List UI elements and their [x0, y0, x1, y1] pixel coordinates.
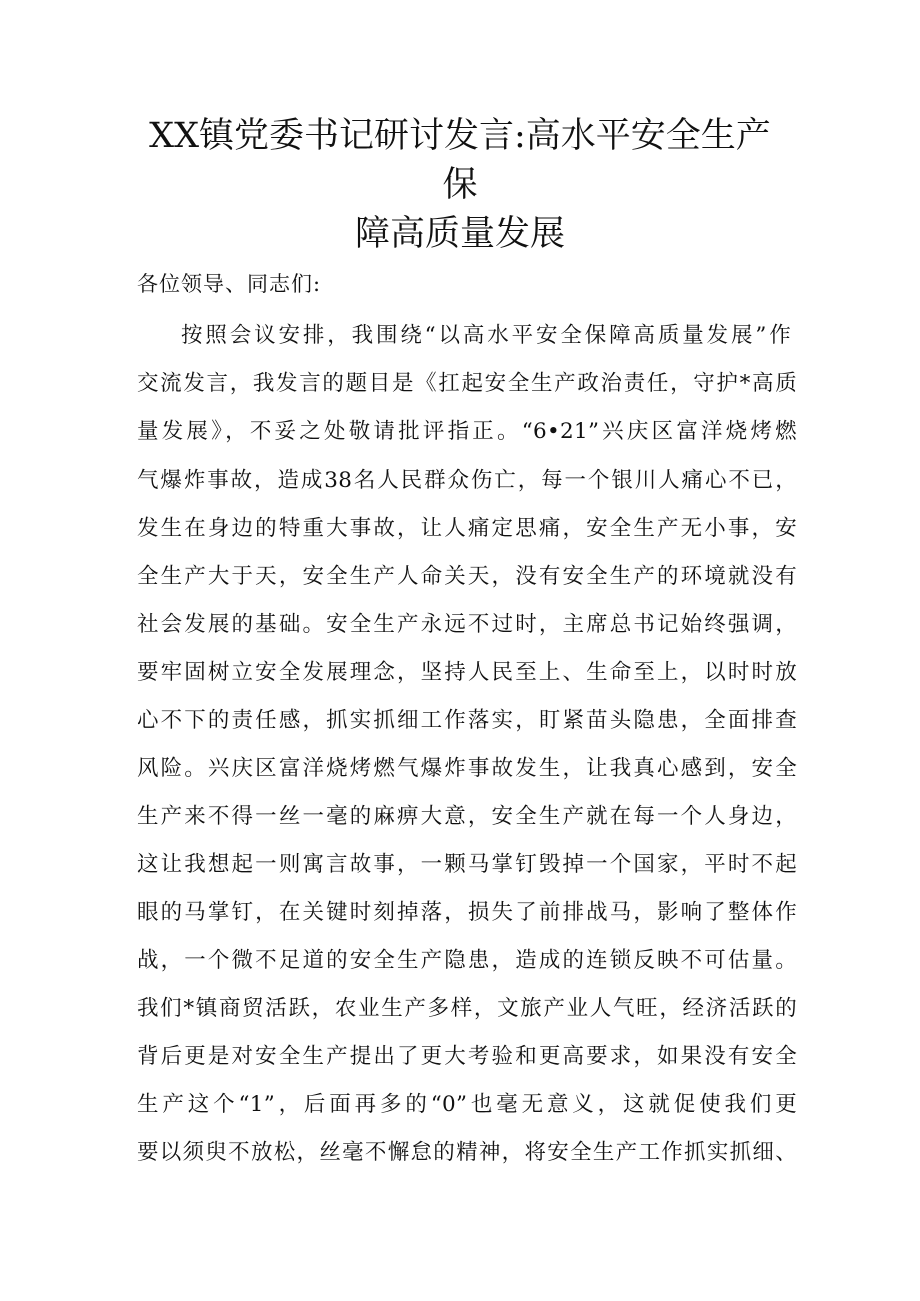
body-line: 要牢固树立安全发展理念，坚持人民至上、生命至上，以时时放 [137, 660, 797, 685]
body-line: 发生在身边的特重大事故，让人痛定思痛，安全生产无小事，安 [137, 516, 797, 541]
body-line: 战，一个微不足道的安全生产隐患，造成的连锁反映不可估量。 [137, 948, 797, 973]
body-line: 心不下的责任感，抓实抓细工作落实，盯紧苗头隐患，全面排查 [137, 708, 797, 733]
body-line: 交流发言，我发言的题目是《扛起安全生产政治责任，守护*高质 [137, 371, 797, 396]
body-line: 背后更是对安全生产提出了更大考验和更高要求，如果没有安全 [137, 1044, 797, 1069]
document-title-line-1: XX镇党委书记研讨发言:高水平安全生产 [149, 116, 771, 156]
body-line: 社会发展的基础。安全生产永远不过时，主席总书记始终强调， [137, 612, 797, 637]
body-line: 我们*镇商贸活跃，农业生产多样，文旅产业人气旺，经济活跃的 [137, 996, 797, 1021]
body-line: 这让我想起一则寓言故事，一颗马掌钉毁掉一个国家，平时不起 [137, 852, 797, 877]
body-line: 生产来不得一丝一毫的麻痹大意，安全生产就在每一个人身边， [137, 804, 797, 829]
body-line: 生产这个“1”，后面再多的“0”也毫无意义，这就促使我们更 [137, 1092, 797, 1117]
body-line: 要以须臾不放松，丝毫不懈怠的精神，将安全生产工作抓实抓细、 [137, 1140, 797, 1165]
body-line: 全生产大于天，安全生产人命关天，没有安全生产的环境就没有 [137, 564, 797, 589]
body-line: 按照会议安排，我围绕“以高水平安全保障高质量发展”作 [181, 323, 791, 348]
body-line: 气爆炸事故，造成38名人民群众伤亡，每一个银川人痛心不已， [137, 468, 797, 493]
body-line: 风险。兴庆区富洋烧烤燃气爆炸事故发生，让我真心感到，安全 [137, 756, 797, 781]
document-title-line-3: 障高质量发展 [354, 214, 565, 254]
document-title-line-2: 保 [442, 165, 478, 205]
body-line: 眼的马掌钉，在关键时刻掉落，损失了前排战马，影响了整体作 [137, 900, 797, 925]
body-line: 量发展》，不妥之处敬请批评指正。“6•21”兴庆区富洋烧烤燃 [137, 419, 797, 444]
salutation: 各位领导、同志们: [137, 272, 322, 296]
